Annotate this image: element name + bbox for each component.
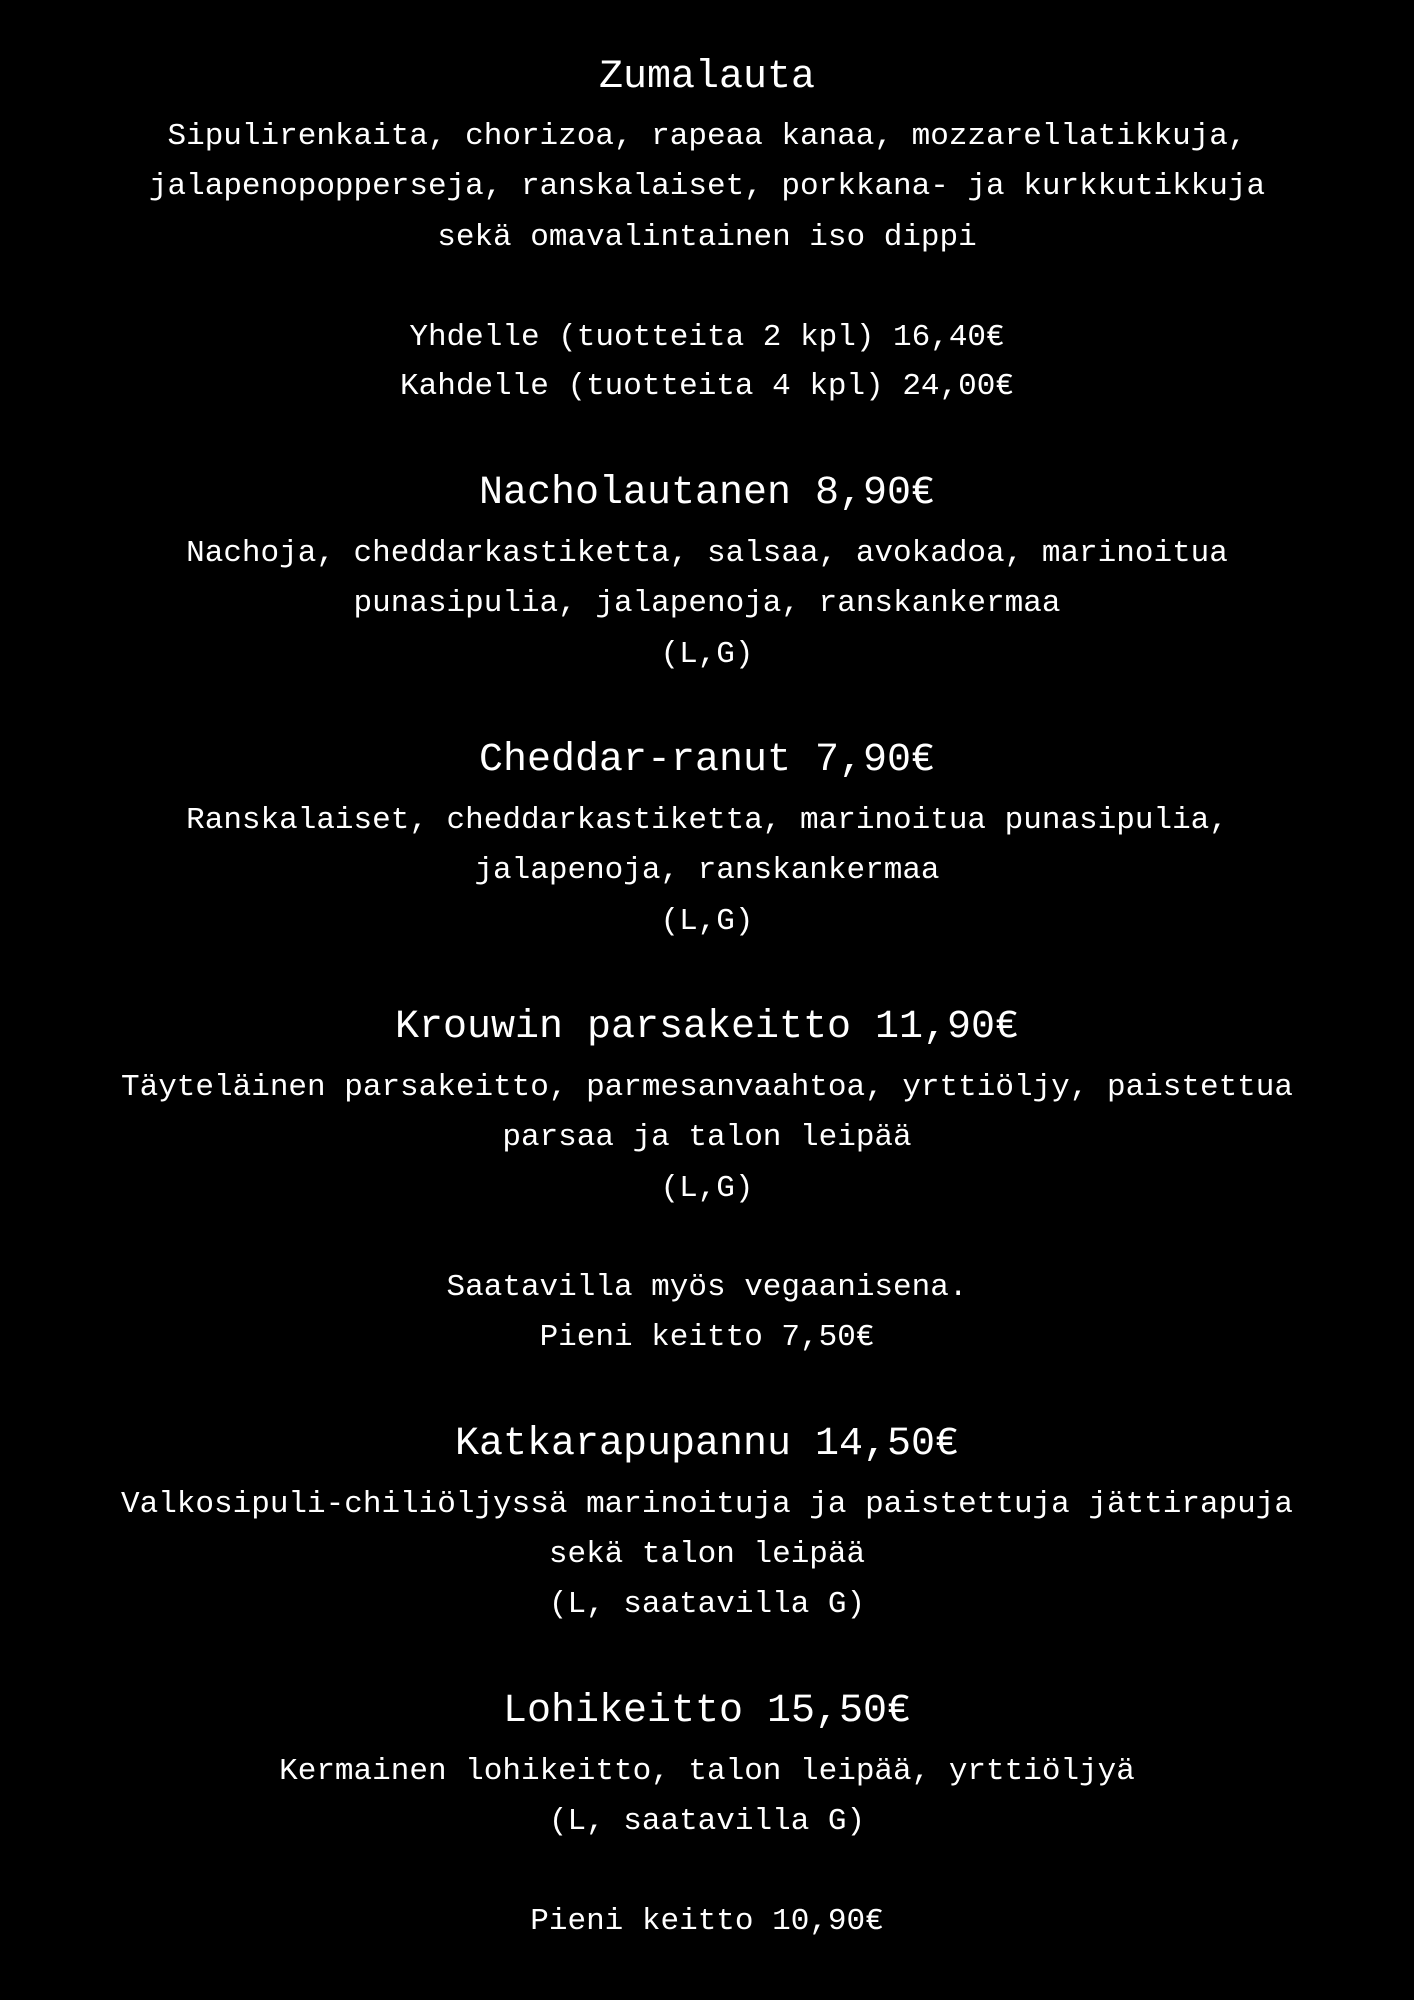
item-description-line: Valkosipuli-chiliöljyssä marinoituja ja paistettuja jättirapuja <box>121 1487 1293 1522</box>
item-title: Katkarapupannu 14,50€ <box>454 1422 960 1467</box>
item-description-line: punasipulia, jalapenoja, ranskankermaa <box>353 586 1061 621</box>
item-title: Lohikeitto 15,50€ <box>502 1689 912 1734</box>
item-description-line: Kermainen lohikeitto, talon leipää, yrttiöljyä <box>279 1754 1135 1789</box>
item-price-line: Kahdelle (tuotteita 4 kpl) 24,00€ <box>400 369 1014 404</box>
item-note: Saatavilla myös vegaanisena. <box>446 1270 968 1305</box>
diet-tags: (L,G) <box>660 1171 754 1206</box>
item-note: Pieni keitto 10,90€ <box>530 1904 884 1939</box>
item-description-line: sekä omavalintainen iso dippi <box>437 220 977 255</box>
diet-tags: (L, saatavilla G) <box>548 1587 866 1622</box>
item-title: Nacholautanen 8,90€ <box>478 471 936 516</box>
item-title: Cheddar-ranut 7,90€ <box>478 738 936 783</box>
item-price-line: Yhdelle (tuotteita 2 kpl) 16,40€ <box>409 320 1005 355</box>
item-description-line: Täyteläinen parsakeitto, parmesanvaahtoa, yrttiöljy, paistettua <box>121 1070 1293 1105</box>
item-title: Krouwin parsakeitto 11,90€ <box>394 1005 1020 1050</box>
item-description-line: Sipulirenkaita, chorizoa, rapeaa kanaa, mozzarellatikkuja, <box>167 119 1247 154</box>
item-description-line: jalapenopopperseja, ranskalaiset, porkkana- ja kurkkutikkuja <box>148 169 1266 204</box>
diet-tags: (L,G) <box>660 637 754 672</box>
item-description-line: Ranskalaiset, cheddarkastiketta, marinoitua punasipulia, <box>186 803 1228 838</box>
item-description-line: jalapenoja, ranskankermaa <box>474 853 940 888</box>
item-title: Zumalauta <box>598 55 816 100</box>
diet-tags: (L,G) <box>660 904 754 939</box>
item-description-line: parsaa ja talon leipää <box>502 1120 912 1155</box>
item-description-line: Nachoja, cheddarkastiketta, salsaa, avokadoa, marinoitua <box>186 536 1228 571</box>
item-description-line: sekä talon leipää <box>548 1537 866 1572</box>
diet-tags: (L, saatavilla G) <box>548 1804 866 1839</box>
item-note: Pieni keitto 7,50€ <box>539 1320 875 1355</box>
